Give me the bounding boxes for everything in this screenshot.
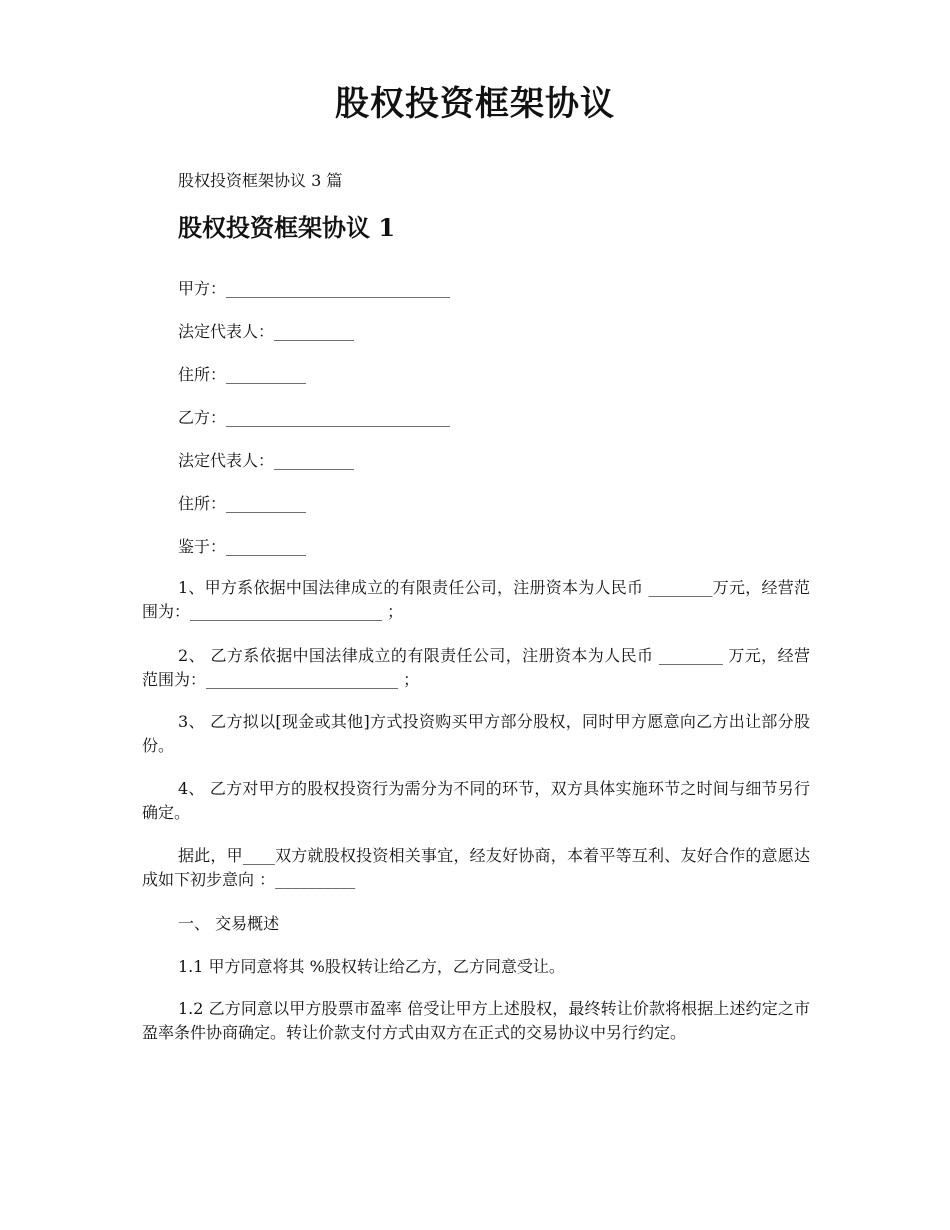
legal-rep-a-field: 法定代表人：__________	[178, 322, 355, 341]
whereas-field: 鉴于：__________	[178, 537, 307, 556]
document-title: 股权投资框架协议	[335, 84, 615, 124]
paragraph-resolution: 据此，甲____双方就股权投资相关事宜，经友好协商，本着平等互利、友好合作的意愿达成如下初步意向 ：__________	[142, 846, 810, 889]
paragraph-2: 2、 乙方系依据中国法律成立的有限责任公司，注册资本为人民币 ________ 万元，经营范围为：________________________ ；	[142, 646, 810, 689]
section-heading: 股权投资框架协议 1	[178, 213, 396, 242]
address-b-field: 住所：__________	[178, 494, 307, 513]
paragraph-4: 4、 乙方对甲方的股权投资行为需分为不同的环节，双方具体实施环节之时间与细节另行确定。	[142, 779, 810, 822]
party-b-field: 乙方：____________________________	[178, 408, 451, 427]
section-one-heading: 一、 交易概述	[178, 914, 280, 933]
document-subtitle: 股权投资框架协议 3 篇	[178, 171, 343, 190]
address-a-field: 住所：__________	[178, 365, 307, 384]
paragraph-1: 1、甲方系依据中国法律成立的有限责任公司，注册资本为人民币 ________万元，经营范围为：________________________ ；	[142, 578, 810, 621]
paragraph-3: 3、 乙方拟以[现金或其他]方式投资购买甲方部分股权，同时甲方愿意向乙方出让部分股份。	[142, 712, 810, 755]
party-a-field: 甲方：____________________________	[178, 279, 451, 298]
clause-1-2: 1.2 乙方同意以甲方股票市盈率 倍受让甲方上述股权，最终转让价款将根据上述约定之市盈率条件协商确定。转让价款支付方式由双方在正式的交易协议中另行约定。	[142, 999, 810, 1042]
legal-rep-b-field: 法定代表人：__________	[178, 451, 355, 470]
clause-1-1: 1.1 甲方同意将其 %股权转让给乙方，乙方同意受让。	[178, 957, 565, 976]
